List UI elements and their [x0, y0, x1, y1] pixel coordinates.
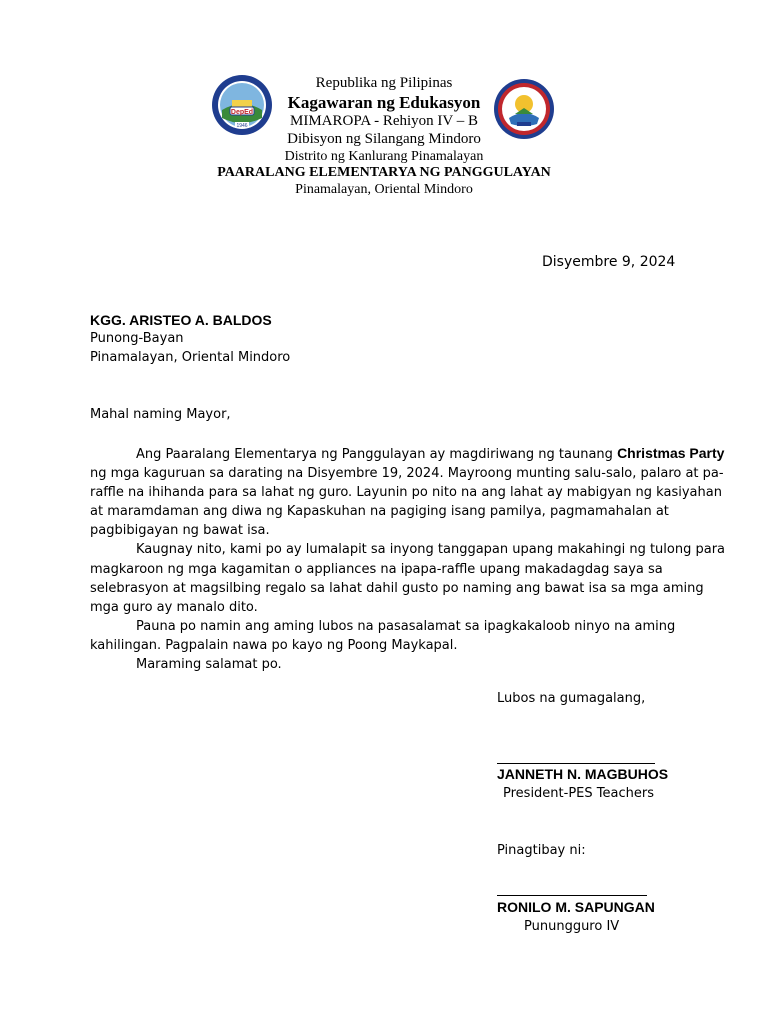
svg-text:DepEd: DepEd	[230, 109, 254, 116]
letter-body	[90, 444, 730, 674]
signature-line-1	[497, 763, 655, 764]
header-republic: Republika ng Pilipinas	[315, 75, 453, 91]
approval-label: Pinagtibay ni:	[497, 843, 586, 858]
header-department: Kagawaran ng Edukasyon	[287, 93, 481, 112]
header-region: MIMAROPA - Rehiyon IV – B	[290, 113, 478, 129]
header-address: Pinamalayan, Oriental Mindoro	[295, 182, 473, 197]
body-paragraph-3: Pauna po namin ang aming lubos na pasasalamat sa ipagkakaloob ninyo na aming kahilingan. Pagpalain nawa po kayo ng Poong Maykapal.	[90, 618, 676, 653]
body-paragraph-2: Kaugnay nito, kami po ay lumalapit sa inyong tanggapan upang makahingi ng tulong para magkaroon ng mga kagamitan o appliances na ipapa-raffle upang makadagdag saya sa selebrasyon at magsilbing regalo sa lahat dahil gusto po naming ang bawat isa sa mga aming mga guro ay manalo dito.	[90, 542, 726, 615]
svg-text:1946: 1946	[236, 123, 248, 129]
signatory-2-name: RONILO M. SAPUNGAN	[497, 899, 655, 915]
body-paragraph-1: Ang Paaralang Elementarya ng Panggulayan ay magdiriwang ng taunang Christmas Party ng mga kaguruan sa darating na Disyembre 19, 2024. Mayroong munting salu-salo, palaro at pa-raffle na ihihanda para sa lahat ng guro. Layunin po nito na ang lahat ay mabigyan ng kasiyahan at maramdaman ang diwa ng Kapaskuhan na pagiging isang pamilya, pagmamahalan at pagbibigayan ng bawat isa.	[90, 445, 725, 539]
letter-date: Disyembre 9, 2024	[542, 254, 676, 270]
header-division: Dibisyon ng Silangang Mindoro	[287, 131, 481, 147]
signatory-2-title: Punungguro IV	[524, 919, 620, 934]
signature-line-2	[497, 895, 647, 896]
recipient-name: KGG. ARISTEO A. BALDOS	[90, 312, 272, 328]
closing: Lubos na gumagalang,	[497, 691, 646, 706]
signatory-1-title: President-PES Teachers	[503, 786, 654, 801]
body-paragraph-4: Maraming salamat po.	[136, 657, 282, 673]
christmas-party-text: Christmas Party	[617, 445, 725, 461]
header-district: Distrito ng Kanlurang Pinamalayan	[284, 149, 484, 164]
signatory-1-name: JANNETH N. MAGBUHOS	[497, 766, 669, 782]
header-school: PAARALANG ELEMENTARYA NG PANGGULAYAN	[217, 165, 551, 180]
recipient-title: Punong-Bayan	[90, 331, 184, 346]
recipient-address: Pinamalayan, Oriental Mindoro	[90, 350, 291, 365]
salutation: Mahal naming Mayor,	[90, 407, 231, 422]
